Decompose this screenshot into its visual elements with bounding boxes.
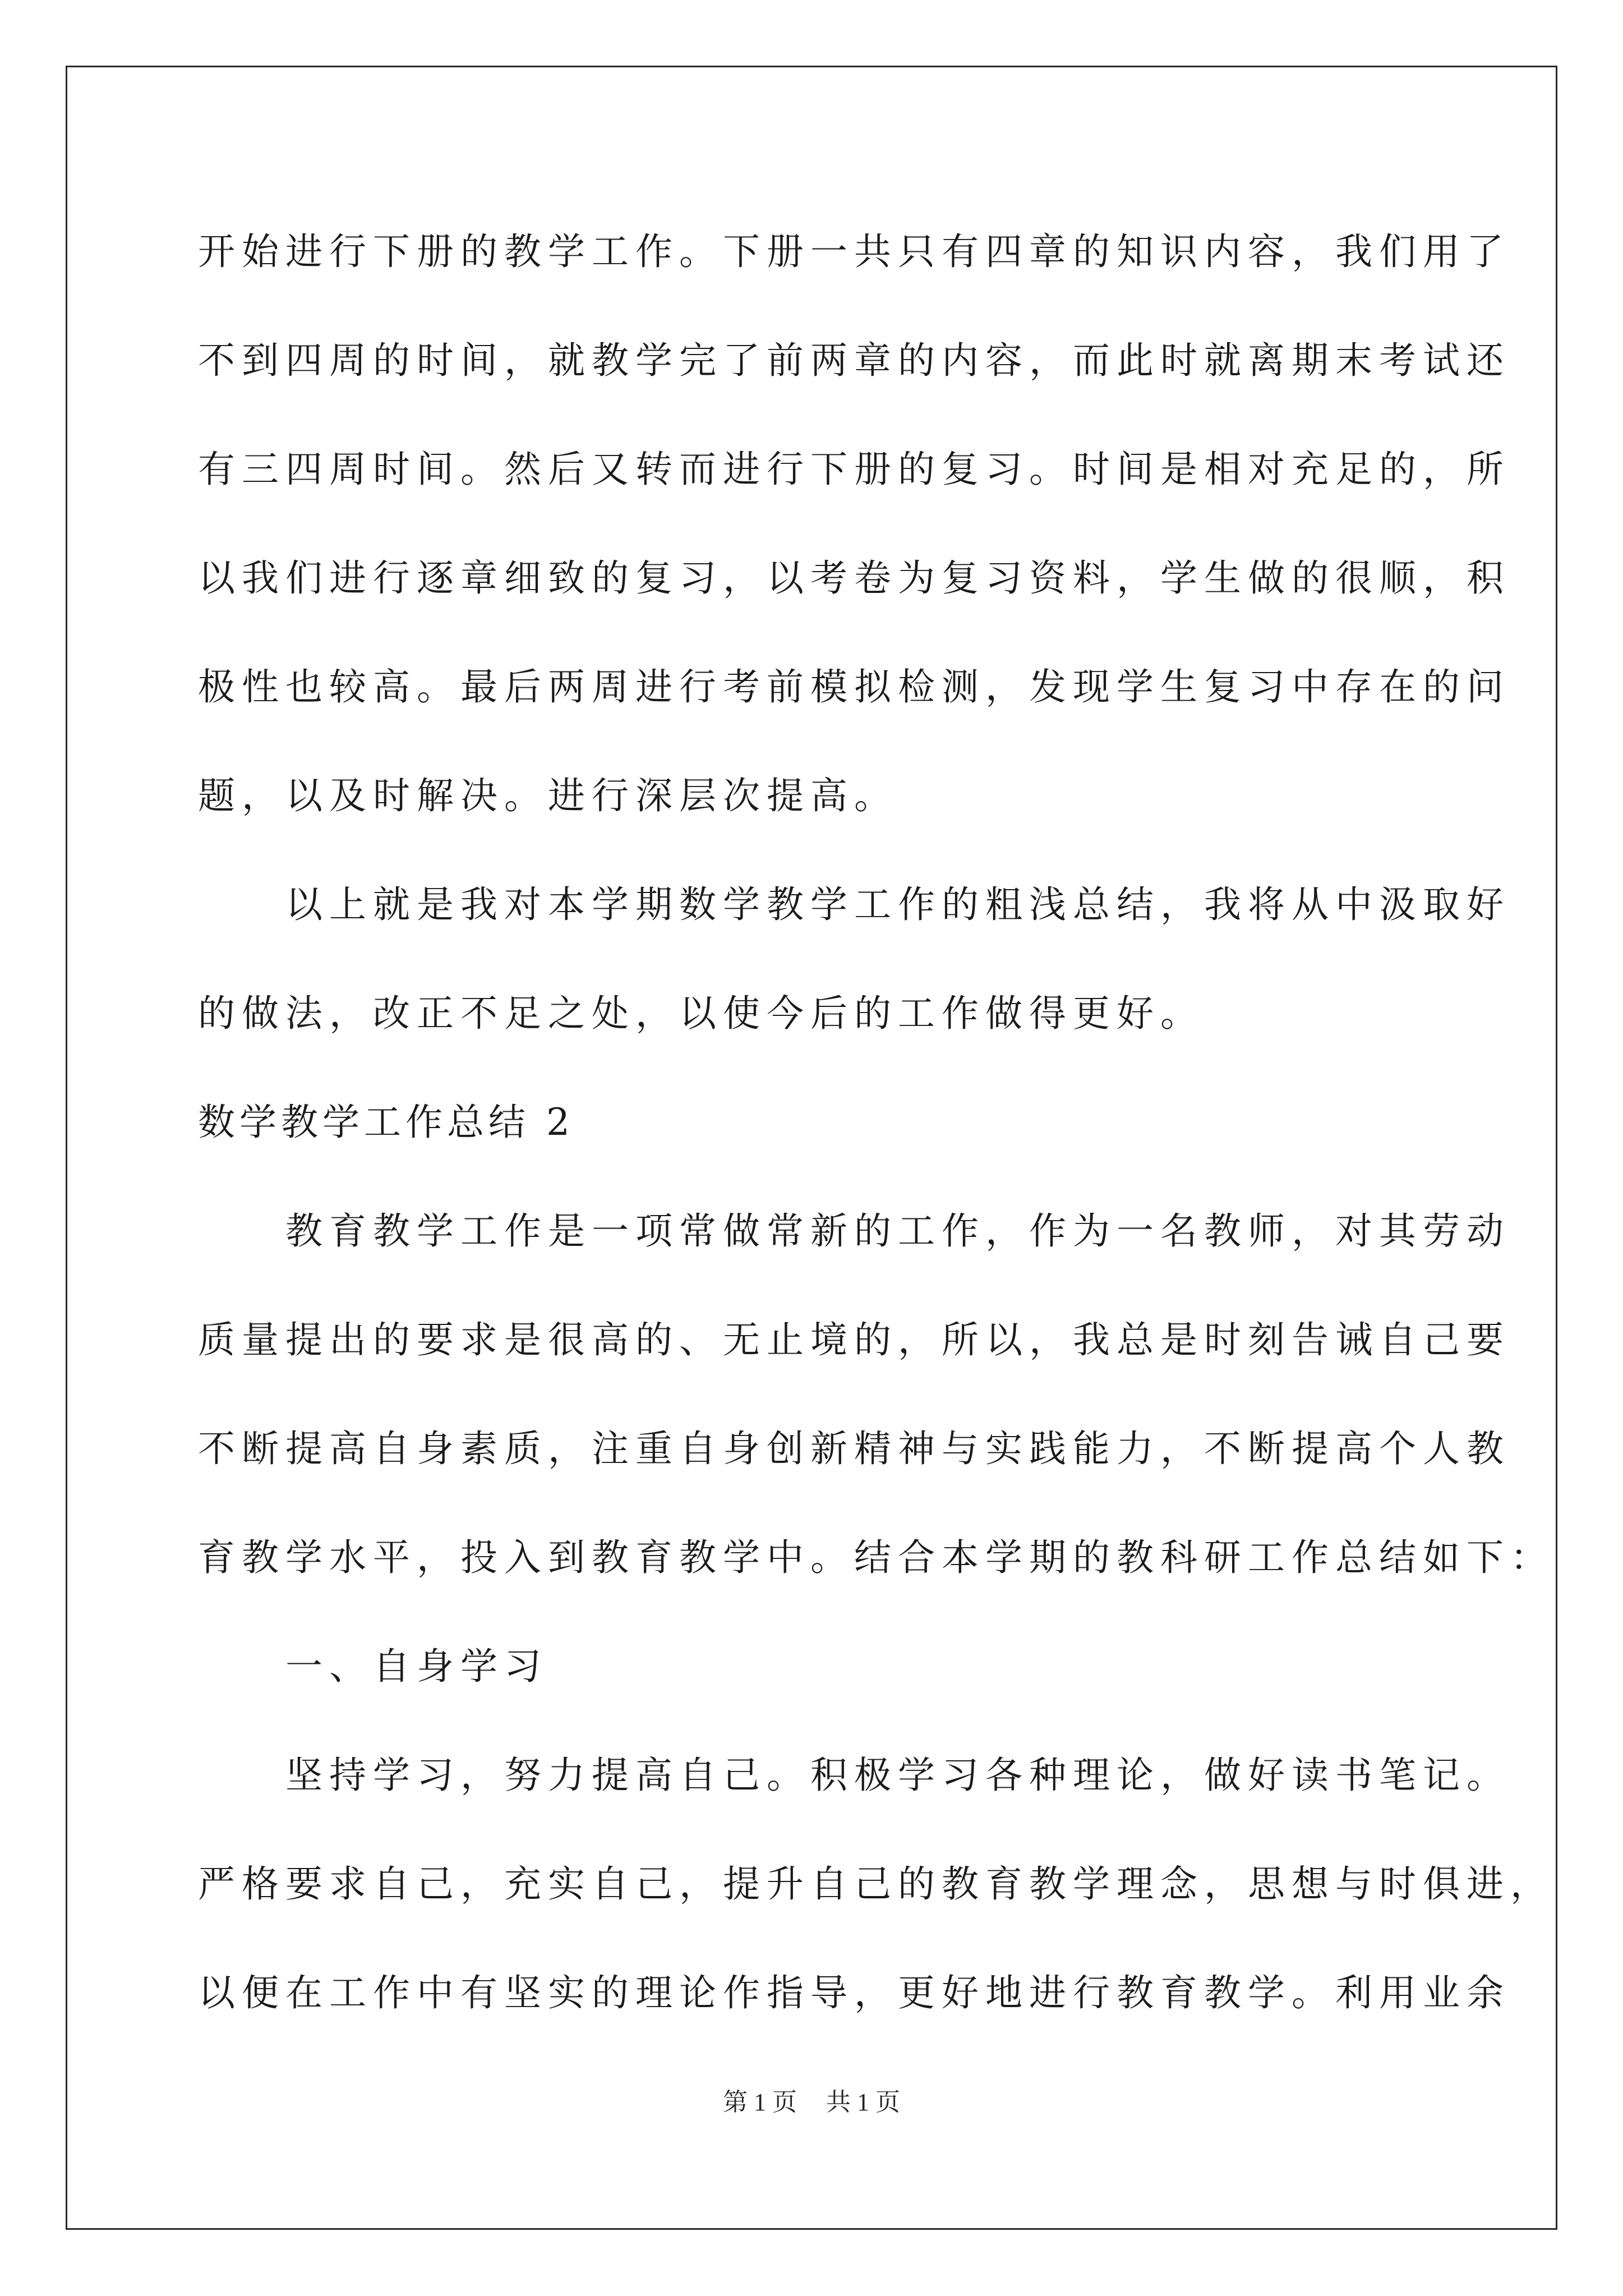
page-number: 第 1 页	[723, 2088, 797, 2116]
body-line: 极性也较高。最后两周进行考前模拟检测，发现学生复习中存在的问	[198, 665, 1510, 708]
body-line: 质量提出的要求是很高的、无止境的，所以，我总是时刻告诫自己要	[198, 1318, 1510, 1361]
page-total: 共 1 页	[826, 2088, 900, 2116]
page-footer	[0, 2086, 1623, 2119]
body-line: 教育教学工作是一项常做常新的工作，作为一名教师，对其劳动	[198, 1209, 1510, 1253]
body-line: 以便在工作中有坚实的理论作指导，更好地进行教育教学。利用业余	[198, 1971, 1510, 2014]
body-line: 坚持学习，努力提高自己。积极学习各种理论，做好读书笔记。	[198, 1754, 1510, 1797]
body-line: 开始进行下册的教学工作。下册一共只有四章的知识内容，我们用了	[198, 230, 1510, 273]
body-line: 题，以及时解决。进行深层次提高。	[198, 774, 898, 817]
body-line: 不断提高自身素质，注重自身创新精神与实践能力，不断提高个人教	[198, 1427, 1510, 1470]
body-line: 以上就是我对本学期数学教学工作的粗浅总结，我将从中汲取好	[198, 883, 1510, 926]
body-line: 不到四周的时间，就教学完了前两章的内容，而此时就离期末考试还	[198, 339, 1510, 382]
body-line: 育教学水平，投入到教育教学中。结合本学期的教科研工作总结如下：	[198, 1536, 1554, 1579]
body-line: 有三四周时间。然后又转而进行下册的复习。时间是相对充足的，所	[198, 448, 1510, 491]
body-line: 严格要求自己，充实自己，提升自己的教育教学理念，思想与时俱进，	[198, 1862, 1554, 1906]
document-body	[198, 197, 1554, 2047]
section-heading: 数学教学工作总结 2	[198, 1101, 574, 1144]
subsection-heading: 一、自身学习	[198, 1645, 548, 1688]
body-line: 以我们进行逐章细致的复习，以考卷为复习资料，学生做的很顺，积	[198, 556, 1510, 600]
body-line: 的做法，改正不足之处，以使今后的工作做得更好。	[198, 992, 1204, 1035]
